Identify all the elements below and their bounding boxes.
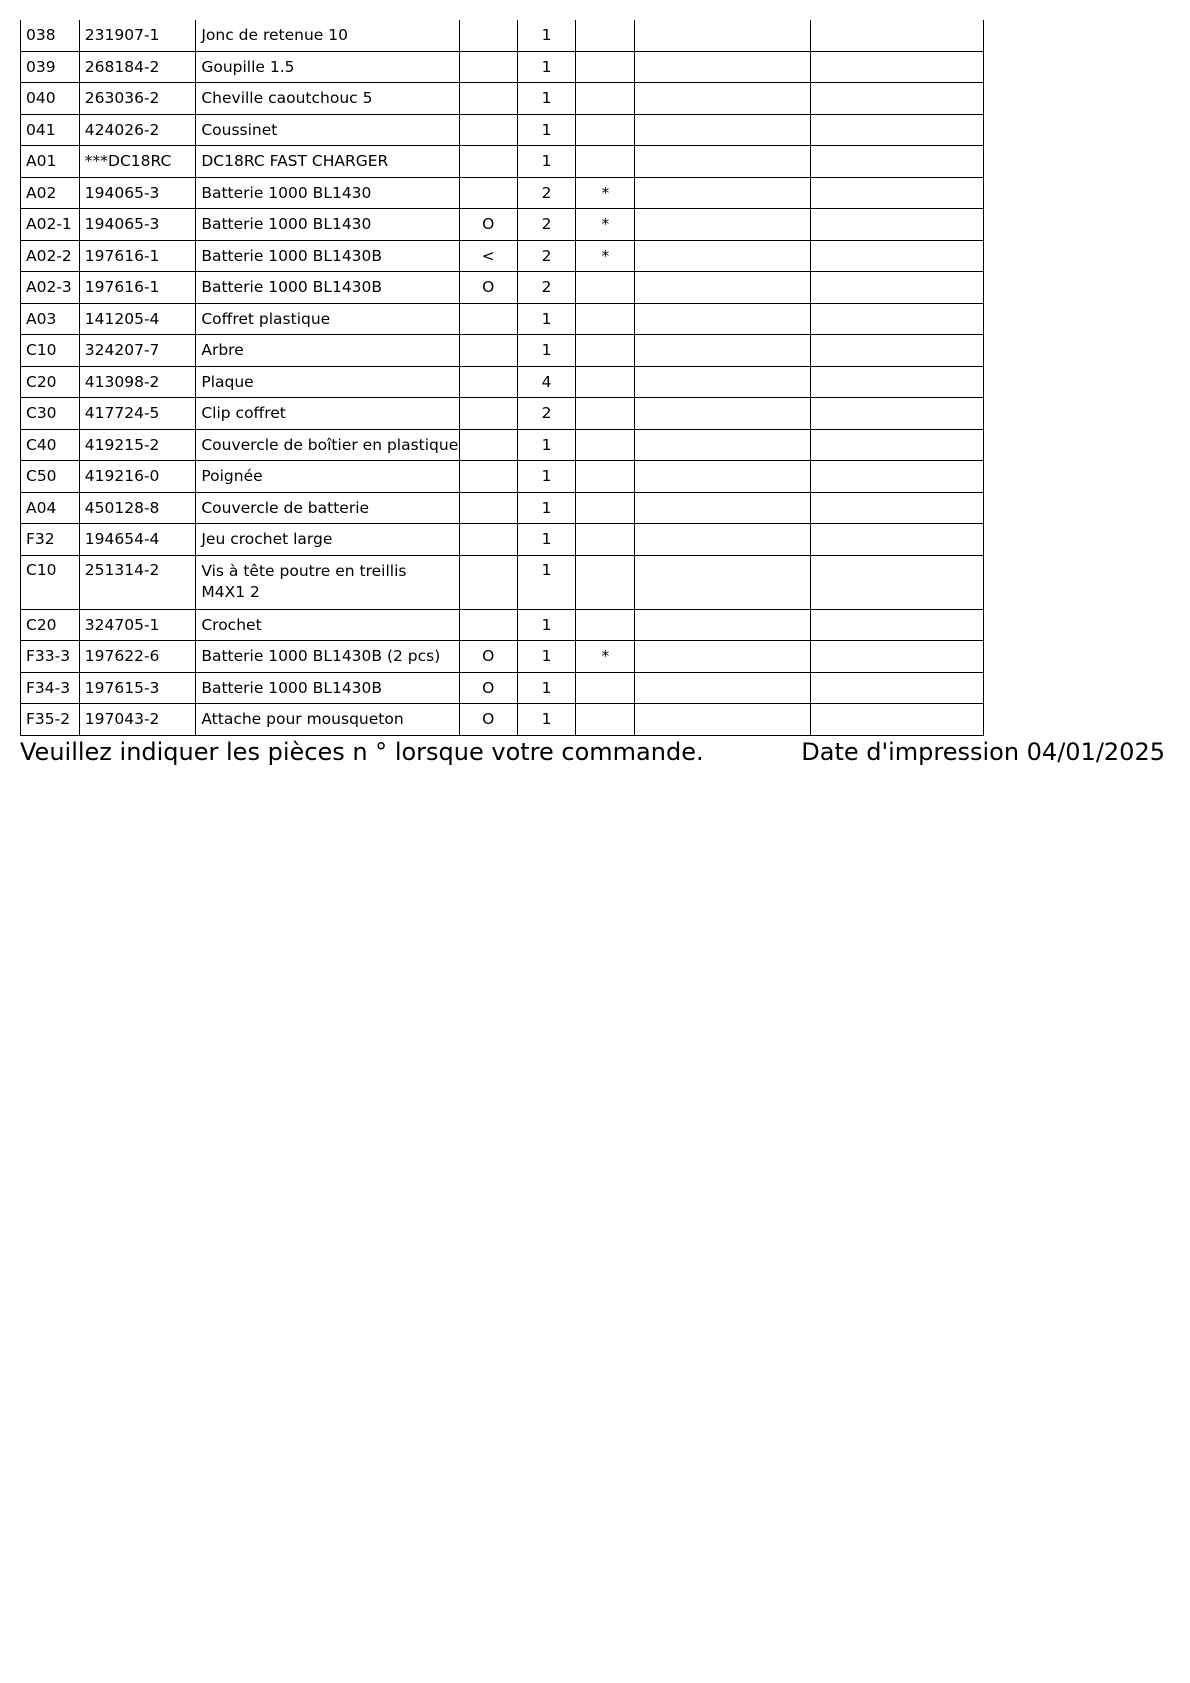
cell-note — [576, 492, 635, 524]
cell-empty — [810, 429, 983, 461]
cell-part-number: 419215-2 — [79, 429, 196, 461]
cell-part-number: 417724-5 — [79, 398, 196, 430]
cell-empty — [810, 20, 983, 51]
cell-item-number: C20 — [21, 366, 80, 398]
cell-item-number: C20 — [21, 609, 80, 641]
cell-empty — [635, 240, 810, 272]
cell-note — [576, 609, 635, 641]
cell-description: Crochet — [196, 609, 460, 641]
cell-part-number: 141205-4 — [79, 303, 196, 335]
cell-quantity: 1 — [517, 429, 576, 461]
cell-empty — [635, 366, 810, 398]
cell-empty — [810, 555, 983, 609]
cell-description: Batterie 1000 BL1430B (2 pcs) — [196, 641, 460, 673]
table-row — [21, 303, 984, 335]
cell-quantity: 1 — [517, 555, 576, 609]
cell-part-number: 268184-2 — [79, 51, 196, 83]
cell-quantity: 1 — [517, 492, 576, 524]
cell-item-number: A02-1 — [21, 209, 80, 241]
table-row — [21, 641, 984, 673]
cell-empty — [810, 240, 983, 272]
cell-item-number: C30 — [21, 398, 80, 430]
cell-mark: O — [459, 272, 517, 304]
cell-note — [576, 303, 635, 335]
cell-item-number: C40 — [21, 429, 80, 461]
cell-empty — [810, 335, 983, 367]
cell-empty — [635, 335, 810, 367]
cell-part-number: 197616-1 — [79, 272, 196, 304]
table-row — [21, 429, 984, 461]
cell-description: Batterie 1000 BL1430B — [196, 672, 460, 704]
cell-part-number: 324705-1 — [79, 609, 196, 641]
cell-note — [576, 146, 635, 178]
cell-empty — [810, 366, 983, 398]
cell-empty — [635, 609, 810, 641]
cell-part-number: 197616-1 — [79, 240, 196, 272]
cell-part-number: 231907-1 — [79, 20, 196, 51]
cell-mark — [459, 461, 517, 493]
cell-description: Batterie 1000 BL1430B — [196, 240, 460, 272]
cell-item-number: A01 — [21, 146, 80, 178]
cell-mark — [459, 51, 517, 83]
table-row — [21, 524, 984, 556]
cell-note — [576, 51, 635, 83]
cell-description: Arbre — [196, 335, 460, 367]
cell-quantity: 1 — [517, 20, 576, 51]
cell-mark — [459, 146, 517, 178]
cell-item-number: 039 — [21, 51, 80, 83]
cell-part-number: 194654-4 — [79, 524, 196, 556]
cell-part-number: 251314-2 — [79, 555, 196, 609]
cell-quantity: 1 — [517, 303, 576, 335]
cell-quantity: 1 — [517, 672, 576, 704]
cell-item-number: C10 — [21, 335, 80, 367]
cell-quantity: 1 — [517, 335, 576, 367]
cell-part-number: 324207-7 — [79, 335, 196, 367]
cell-empty — [635, 272, 810, 304]
print-date: Date d'impression 04/01/2025 — [801, 738, 1165, 766]
cell-quantity: 1 — [517, 461, 576, 493]
cell-empty — [635, 429, 810, 461]
cell-mark: O — [459, 209, 517, 241]
cell-quantity: 2 — [517, 177, 576, 209]
cell-note — [576, 366, 635, 398]
cell-quantity: 1 — [517, 51, 576, 83]
cell-empty — [635, 524, 810, 556]
cell-note — [576, 704, 635, 736]
cell-quantity: 1 — [517, 524, 576, 556]
cell-mark — [459, 20, 517, 51]
cell-part-number: 197615-3 — [79, 672, 196, 704]
cell-empty — [810, 272, 983, 304]
cell-description: Plaque — [196, 366, 460, 398]
cell-part-number: ***DC18RC — [79, 146, 196, 178]
cell-description: Batterie 1000 BL1430 — [196, 209, 460, 241]
cell-note — [576, 20, 635, 51]
cell-quantity: 2 — [517, 209, 576, 241]
cell-mark — [459, 303, 517, 335]
cell-empty — [635, 555, 810, 609]
cell-description: Goupille 1.5 — [196, 51, 460, 83]
table-row — [21, 461, 984, 493]
cell-empty — [635, 51, 810, 83]
cell-empty — [635, 114, 810, 146]
cell-empty — [810, 51, 983, 83]
cell-part-number: 419216-0 — [79, 461, 196, 493]
cell-empty — [810, 672, 983, 704]
cell-item-number: F33-3 — [21, 641, 80, 673]
cell-part-number: 263036-2 — [79, 83, 196, 115]
cell-mark — [459, 114, 517, 146]
order-instruction-note: Veuillez indiquer les pièces n ° lorsque votre commande. — [20, 738, 704, 766]
cell-part-number: 413098-2 — [79, 366, 196, 398]
cell-description: Coffret plastique — [196, 303, 460, 335]
table-row — [21, 609, 984, 641]
cell-item-number: 038 — [21, 20, 80, 51]
cell-note: * — [576, 641, 635, 673]
cell-empty — [810, 114, 983, 146]
table-row — [21, 555, 984, 609]
cell-item-number: C10 — [21, 555, 80, 609]
cell-part-number: 450128-8 — [79, 492, 196, 524]
cell-note — [576, 524, 635, 556]
table-row — [21, 83, 984, 115]
cell-quantity: 1 — [517, 146, 576, 178]
cell-item-number: F35-2 — [21, 704, 80, 736]
cell-mark — [459, 609, 517, 641]
cell-empty — [810, 641, 983, 673]
cell-item-number: C50 — [21, 461, 80, 493]
cell-mark — [459, 429, 517, 461]
cell-quantity: 2 — [517, 272, 576, 304]
cell-description: Jeu crochet large — [196, 524, 460, 556]
cell-empty — [810, 303, 983, 335]
cell-description: Batterie 1000 BL1430 — [196, 177, 460, 209]
cell-empty — [635, 461, 810, 493]
cell-mark: O — [459, 641, 517, 673]
cell-description: Couvercle de batterie — [196, 492, 460, 524]
cell-note — [576, 114, 635, 146]
cell-item-number: 041 — [21, 114, 80, 146]
cell-note — [576, 335, 635, 367]
cell-quantity: 2 — [517, 398, 576, 430]
cell-empty — [810, 461, 983, 493]
cell-item-number: F34-3 — [21, 672, 80, 704]
cell-empty — [635, 704, 810, 736]
cell-mark — [459, 177, 517, 209]
cell-note: * — [576, 240, 635, 272]
cell-note — [576, 429, 635, 461]
cell-note — [576, 555, 635, 609]
cell-mark — [459, 398, 517, 430]
cell-quantity: 4 — [517, 366, 576, 398]
cell-empty — [635, 672, 810, 704]
cell-mark — [459, 83, 517, 115]
cell-part-number: 194065-3 — [79, 177, 196, 209]
table-row — [21, 146, 984, 178]
table-row — [21, 20, 984, 51]
cell-description: Cheville caoutchouc 5 — [196, 83, 460, 115]
cell-quantity: 1 — [517, 114, 576, 146]
cell-empty — [810, 177, 983, 209]
table-row — [21, 209, 984, 241]
cell-item-number: 040 — [21, 83, 80, 115]
cell-description: Batterie 1000 BL1430B — [196, 272, 460, 304]
table-row — [21, 335, 984, 367]
cell-item-number: A02-3 — [21, 272, 80, 304]
cell-mark — [459, 524, 517, 556]
cell-note — [576, 398, 635, 430]
table-row — [21, 114, 984, 146]
cell-description: Jonc de retenue 10 — [196, 20, 460, 51]
table-row — [21, 240, 984, 272]
cell-empty — [810, 209, 983, 241]
cell-empty — [635, 177, 810, 209]
cell-note — [576, 461, 635, 493]
cell-part-number: 424026-2 — [79, 114, 196, 146]
cell-description: Vis à tête poutre en treillis M4X1 2 — [196, 555, 460, 609]
cell-mark — [459, 335, 517, 367]
cell-empty — [810, 83, 983, 115]
cell-item-number: A03 — [21, 303, 80, 335]
cell-empty — [635, 641, 810, 673]
cell-item-number: F32 — [21, 524, 80, 556]
cell-item-number: A02-2 — [21, 240, 80, 272]
cell-mark — [459, 492, 517, 524]
cell-empty — [810, 398, 983, 430]
cell-description: Poignée — [196, 461, 460, 493]
cell-part-number: 197622-6 — [79, 641, 196, 673]
cell-empty — [810, 704, 983, 736]
cell-empty — [635, 20, 810, 51]
table-row — [21, 398, 984, 430]
cell-quantity: 1 — [517, 704, 576, 736]
cell-description: DC18RC FAST CHARGER — [196, 146, 460, 178]
cell-empty — [810, 146, 983, 178]
cell-empty — [635, 303, 810, 335]
cell-note — [576, 272, 635, 304]
cell-quantity: 1 — [517, 609, 576, 641]
cell-empty — [810, 492, 983, 524]
table-row — [21, 272, 984, 304]
cell-item-number: A04 — [21, 492, 80, 524]
table-row — [21, 366, 984, 398]
cell-mark: < — [459, 240, 517, 272]
cell-note: * — [576, 177, 635, 209]
cell-empty — [635, 209, 810, 241]
cell-empty — [635, 146, 810, 178]
cell-empty — [635, 492, 810, 524]
cell-note — [576, 672, 635, 704]
cell-quantity: 1 — [517, 641, 576, 673]
table-row — [21, 492, 984, 524]
cell-description: Clip coffret — [196, 398, 460, 430]
cell-empty — [810, 524, 983, 556]
table-row — [21, 177, 984, 209]
cell-empty — [810, 609, 983, 641]
cell-quantity: 1 — [517, 83, 576, 115]
cell-part-number: 194065-3 — [79, 209, 196, 241]
cell-description: Couvercle de boîtier en plastique — [196, 429, 460, 461]
cell-mark: O — [459, 704, 517, 736]
cell-part-number: 197043-2 — [79, 704, 196, 736]
cell-mark — [459, 555, 517, 609]
cell-mark: O — [459, 672, 517, 704]
cell-note: * — [576, 209, 635, 241]
parts-table — [20, 20, 984, 736]
cell-item-number: A02 — [21, 177, 80, 209]
cell-empty — [635, 398, 810, 430]
cell-description: Coussinet — [196, 114, 460, 146]
cell-mark — [459, 366, 517, 398]
cell-quantity: 2 — [517, 240, 576, 272]
table-row — [21, 672, 984, 704]
cell-note — [576, 83, 635, 115]
table-row — [21, 51, 984, 83]
cell-description: Attache pour mousqueton — [196, 704, 460, 736]
parts-table-body — [21, 20, 984, 735]
table-row — [21, 704, 984, 736]
cell-empty — [635, 83, 810, 115]
